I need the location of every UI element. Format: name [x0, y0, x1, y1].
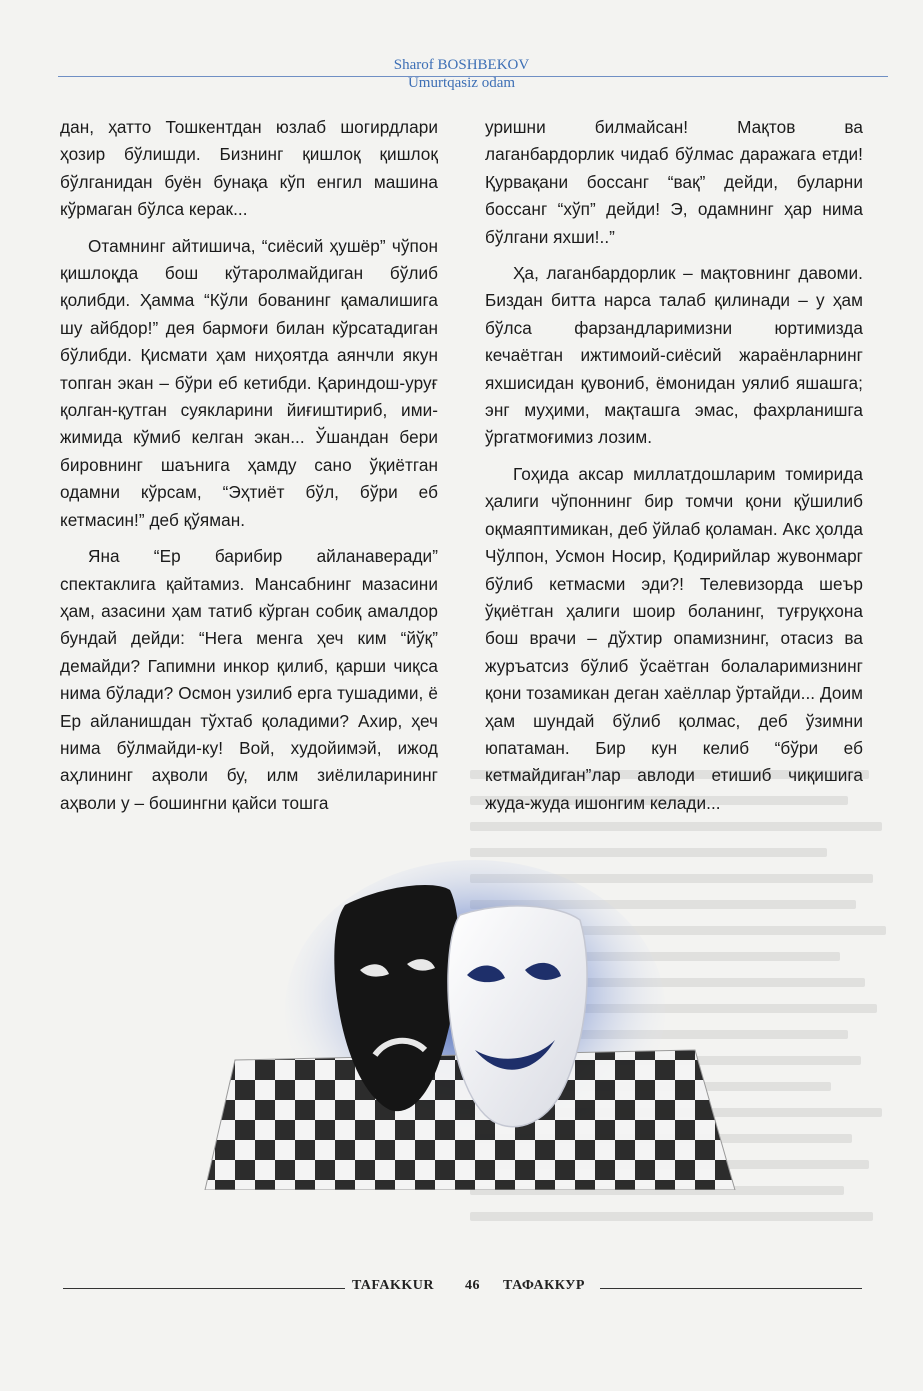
footer-journal-cyrillic: ТАФАККУР [503, 1278, 585, 1293]
running-header [0, 56, 923, 92]
right-column [485, 114, 863, 817]
page-number: 46 [465, 1278, 480, 1293]
footer-rule-left [63, 1288, 345, 1289]
paragraph: Ҳа, лаганбардорлик – мақтовнинг давоми. Биздан битта нарса талаб қилинади – у ҳам бўлса фарзандларимизни юртимизда кечаётган ижтимоий-сиёсий жараёнларнинг яхшисидан қувониб, ёмонидан уялиб яшашга; энг муҳими, мақташга эмас, фахрланишга ўргатмоғимиз лозим. [485, 263, 863, 448]
footer-journal-latin: TAFAKKUR [352, 1278, 435, 1293]
header-title: Umurtqasiz odam [407, 75, 516, 91]
page-footer [0, 1275, 923, 1299]
paragraph: Отамнинг айтишича, “сиёсий ҳушёр” чўпон қишлоқда бош кўтаролмайдиган бўлиб қолибди. Ҳамма “Кўли бованинг қамалишига шу айбдор!” дея бармоғи билан кўрсатадиган бўлибди. Қисмати ҳам ниҳоятда аянчли якун топган экан – бўри еб кетибди. Қариндош-уруғ қолган-қутган суякларини йиғиштириб, ими-жимида кўмиб келган экан... Ўшандан бери бировнинг шаънига ҳамду сано ўқиётган одамни кўрсам, “Эҳтиёт бўл, бўри еб кетмасин!” деб қўяман. [60, 235, 438, 530]
header-rule [58, 76, 888, 77]
paragraph: уришни билмайсан! Мақтов ва лаганбардорлик чидаб бўлмас даражага етди! Қурвақани боссанг “вақ” дейди, буларни боссанг “хўп” дейди! Э, одамнинг ҳар нима бўлгани яхши!..” [485, 117, 863, 247]
header-author: Sharof BOSHBEKOV [393, 57, 530, 73]
left-column [60, 114, 438, 817]
paragraph: Яна “Ер барибир айланаверади” спектаклига қайтамиз. Мансабнинг мазасини ҳам, азасини ҳам татиб кўрган собиқ амалдор бундай дейди: “Нега менга ҳеч ким “йўқ” демайди? Гапимни инкор қилиб, қарши чиқса нима бўлади? Осмон узилиб ерга тушадими, ё Ер айланишдан тўхтаб қоладими? Ахир, ҳеч нима бўлмайди-ку! Вой, худойимэй, ижод аҳлининг аҳволи бу, илм зиёлиларининг аҳволи у – бошингни қайси тошга [60, 546, 438, 813]
paragraph: дан, ҳатто Тошкентдан юзлаб шогирдлари ҳозир бўлишди. Бизнинг қишлоқ қишлоқ бўлганидан буён бунақа кўп енгил машина кўрмаган бўлса керак... [60, 117, 438, 220]
footer-rule-right [600, 1288, 862, 1289]
paragraph: Гоҳида аксар миллатдошларим томирида ҳалиги чўпоннинг бир томчи қони қўшилиб оқмаяптимикан, деб ўйлаб қоламан. Акс ҳолда Чўлпон, Усмон Носир, Қодирийлар жувонмарг бўлиб кетмасми эди?! Телевизорда шеър ўқиётган ҳалиги шоир боланинг, туғруқхона бош врачи – дўхтир опамизнинг, отасиз ва журъатсиз бўлиб ўсаётган болаларимизнинг қони тозамикан деган хаёллар ўртайди... Доим ҳам шундай бўлиб қолмас, деб ўзимни юпатаман. Бир кун келиб “бўри еб кетмайдиган”лар авлоди етишиб чиқишига жуда-жуда ишонгим келади... [485, 463, 863, 813]
theatre-masks-illustration [175, 860, 765, 1190]
